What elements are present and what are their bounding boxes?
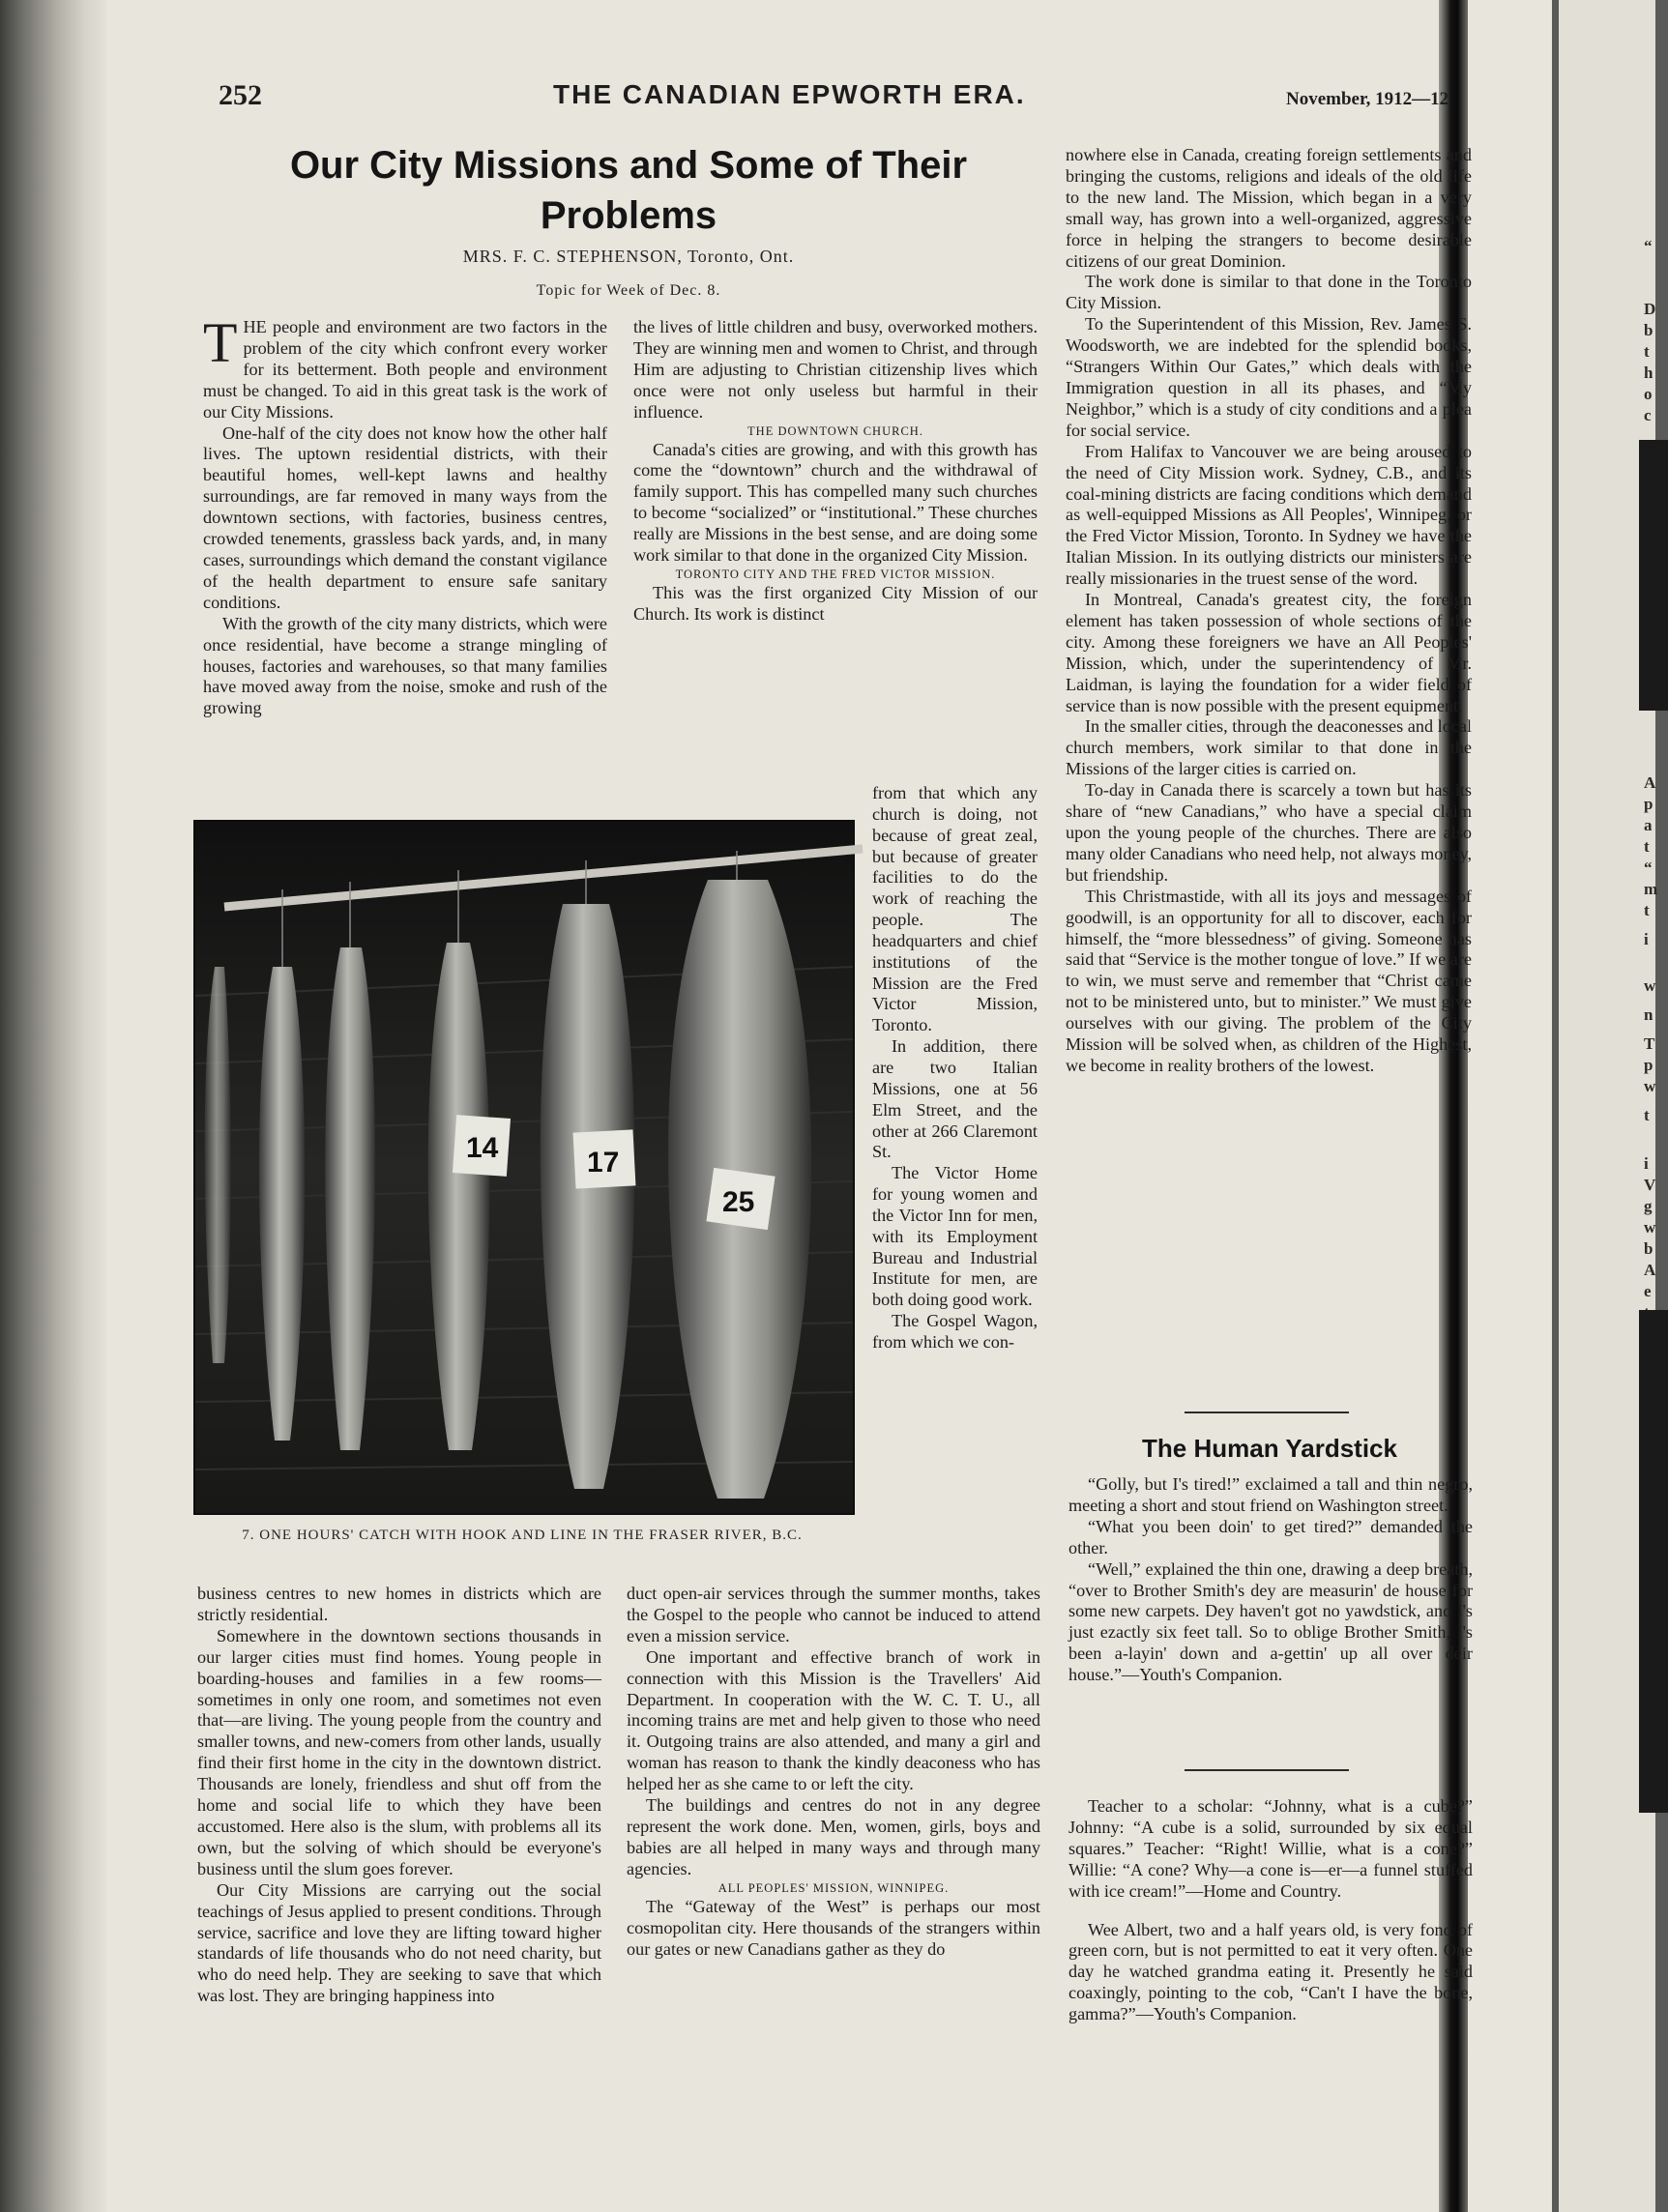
adjacent-page-photo bbox=[1639, 440, 1668, 711]
paragraph: This Christmastide, with all its joys and messages of goodwill, is an opportunity for all to discover, each for himself, the “more blessedness” of giving. Someone has said that “Service is the mother tongue of love.” If we are to win, we must serve and remember that “Christ came not to be ministered unto, but to minister.” We must give ourselves with our giving. The problem of the City Mission will be solved when, as children of the Highest, we become in reality brothers of the lowest. bbox=[1066, 886, 1472, 1075]
adjacent-page-fragment: m bbox=[1644, 880, 1658, 898]
jokes-column bbox=[1068, 1796, 1473, 2025]
adjacent-page-fragment: p bbox=[1644, 1056, 1653, 1074]
adjacent-page-fragment: “ bbox=[1644, 237, 1653, 255]
article-column-2-bottom bbox=[627, 1584, 1040, 1960]
paragraph: nowhere else in Canada, creating foreign settlements and bringing the customs, religions and ideals of the old life to the new land. The Mission, which began in a very small way, has grown into a well-organized, aggressive force in helping the strangers to become desirable citizens of our great Dominion. bbox=[1066, 145, 1472, 271]
article-author: MRS. F. C. STEPHENSON, Toronto, Ont. bbox=[462, 247, 795, 266]
paragraph: Somewhere in the downtown sections thousands in our larger cities must find homes. Young people in boarding-houses and families in a few rooms—sometimes in only one room, and sometimes not even that—are living. The young people from the country and smaller towns, and new-comers from other lands, usually find their first home in the city in the downtown district. Thousands are lonely, friendless and shut off from the home and social life to which they have been accustomed. Here also is the slum, with problems all its own, but the solving of which should be everyone's business until the slum goes forever. bbox=[197, 1625, 601, 1878]
paragraph: business centres to new homes in districts which are strictly residential. bbox=[197, 1584, 601, 1624]
article-column-2-wrap bbox=[872, 783, 1038, 1353]
paragraph: Teacher to a scholar: “Johnny, what is a cube?” Johnny: “A cube is a solid, surrounded by six equal squares.” Teacher: “Right! Willie, what is a cone?” Willie: “A cone? Why—a cone is—er—a funnel stuffed with ice cream!”—Home and Country. bbox=[1068, 1796, 1473, 1901]
section-divider bbox=[1185, 1412, 1349, 1413]
adjacent-page-fragment: h bbox=[1644, 364, 1653, 382]
paragraph: The work done is similar to that done in the Toronto City Mission. bbox=[1066, 272, 1472, 313]
article-column-1-bottom bbox=[197, 1584, 601, 2007]
paragraph: The Victor Home for young women and the Victor Inn for men, with its Employment Bureau and Industrial Institute for men, are both doing good work. bbox=[872, 1163, 1038, 1310]
article-column-1-top bbox=[203, 311, 607, 785]
paragraph: One-half of the city does not know how the other half lives. The uptown residential districts, with their beautiful homes, well-kept lawns and healthy surroundings, are far removed in many ways from the downtown sections, with factories, business centres, crowded tenements, grassless back yards, and, in many cases, surroundings which demand the constant vigilance of the health department to ensure safe sanitary conditions. bbox=[203, 422, 607, 612]
paragraph: Canada's cities are growing, and with this growth has come the “downtown” church and the withdrawal of family support. This has compelled many such churches to become “socialized” or “institutional.” These churches really are Missions in the best sense, and are doing some work similar to that done in the organized City Mission. bbox=[633, 439, 1038, 566]
adjacent-page-fragment: n bbox=[1644, 1005, 1653, 1024]
adjacent-page-fragment: b bbox=[1644, 321, 1653, 339]
paragraph: from that which any church is doing, not because of great zeal, but because of greater facilities to do the work of reaching the people. The headquarters and chief institutions of the Mission are the Fred Victor Mission, Toronto. bbox=[872, 783, 1038, 1035]
book-page-edges bbox=[0, 0, 106, 2212]
paragraph: The “Gateway of the West” is perhaps our most cosmopolitan city. Here thousands of the strangers within our gates or new Canadians gather as they do bbox=[627, 1896, 1040, 1959]
adjacent-page-fragment: V bbox=[1644, 1176, 1656, 1194]
fish-tag-25: 25 bbox=[722, 1186, 755, 1218]
subheading-downtown-church: THE DOWNTOWN CHURCH. bbox=[747, 423, 923, 438]
adjacent-page-fragment: t bbox=[1644, 837, 1650, 856]
adjacent-page-fragment: A bbox=[1644, 773, 1656, 792]
adjacent-page-fragment: a bbox=[1644, 816, 1653, 834]
adjacent-page-fragment: b bbox=[1644, 1239, 1653, 1258]
adjacent-page-fragment: w bbox=[1644, 1077, 1656, 1095]
article-topic: Topic for Week of Dec. 8. bbox=[536, 282, 721, 299]
paragraph: duct open-air services through the summer months, takes the Gospel to the people who cannot be induced to attend even a mission service. bbox=[627, 1584, 1040, 1645]
adjacent-page-fragment: p bbox=[1644, 795, 1653, 813]
adjacent-page-photo bbox=[1639, 1310, 1668, 1813]
subheading-all-peoples: ALL PEOPLES' MISSION, WINNIPEG. bbox=[717, 1880, 950, 1895]
paragraph: With the growth of the city many districts, which were once residential, have become a strange mingling of houses, factories and warehouses, so that many families have moved away from the noise, smoke and rush of the growing bbox=[203, 613, 607, 718]
article-column-2-top bbox=[633, 317, 1038, 626]
paragraph: The buildings and centres do not in any degree represent the work done. Men, women, girls, boys and babies are all helped in many ways and through many agencies. bbox=[627, 1795, 1040, 1878]
adjacent-page-fragment: w bbox=[1644, 976, 1656, 995]
article-column-3 bbox=[1066, 145, 1472, 1077]
adjacent-page-fragment: o bbox=[1644, 385, 1653, 403]
paragraph: One important and effective branch of work in connection with this Mission is the Travellers' Aid Department. In cooperation with the W. C. T. U., all incoming trains are met and help given to those who need it. Outgoing trains are also attended, and many a girl and woman has reason to thank the kindly deaconess who has helped her as she came to or left the city. bbox=[627, 1646, 1040, 1794]
section-divider bbox=[1185, 1769, 1349, 1771]
issue-date: November, 1912—12 bbox=[1286, 89, 1449, 109]
adjacent-page-fragment: A bbox=[1644, 1261, 1656, 1279]
fish-catch-photo bbox=[193, 820, 855, 1515]
adjacent-page-fragment: t bbox=[1644, 342, 1650, 361]
paragraph: To-day in Canada there is scarcely a town but has its share of “new Canadians,” who have a special claim upon the young people of the churches. There are also many older Canadians who need help, not always money, but friendship. bbox=[1066, 780, 1472, 885]
paragraph: The Gospel Wagon, from which we con- bbox=[872, 1311, 1038, 1352]
paragraph: In Montreal, Canada's greatest city, the foreign element has taken possession of whole sections of the city. Among these foreigners we have an All Peoples' Mission, which, under the superintendency of Mr. Laidman, is laying the foundation for a wider field of service than is now possible with the present equipment. bbox=[1066, 590, 1472, 715]
paragraph: “Golly, but I's tired!” exclaimed a tall and thin negro, meeting a short and stout friend on Washington street. bbox=[1068, 1474, 1473, 1515]
subheading-fred-victor: TORONTO CITY AND THE FRED VICTOR MISSION. bbox=[675, 567, 996, 581]
paragraph: HE people and environment are two factors in the problem of the city which confront every worker for its betterment. Both people and environment must be changed. To aid in this great task is the work of our City Missions. bbox=[203, 317, 607, 422]
fish-tag-17: 17 bbox=[587, 1147, 620, 1179]
paragraph: In the smaller cities, through the deaconesses and local church members, work similar to that done in the Missions of the larger cities is carried on. bbox=[1066, 716, 1472, 779]
adjacent-page-fragment: i bbox=[1644, 1154, 1649, 1173]
adjacent-page-fragment: “ bbox=[1644, 859, 1653, 877]
adjacent-page-fragment: g bbox=[1644, 1197, 1653, 1215]
article-title: Our City Missions and Some of Their Problems bbox=[289, 144, 968, 237]
adjacent-page-fragment: T bbox=[1644, 1034, 1655, 1053]
adjacent-page-fragment: t bbox=[1644, 1106, 1650, 1124]
adjacent-page-fragment: w bbox=[1644, 1218, 1656, 1237]
yardstick-title: The Human Yardstick bbox=[1142, 1434, 1397, 1463]
adjacent-page-fragment: e bbox=[1644, 1282, 1652, 1300]
drop-cap: T bbox=[203, 311, 238, 374]
photo-illustration bbox=[195, 822, 853, 1513]
paragraph: Wee Albert, two and a half years old, is very fond of green corn, but is not permitted to eat it very often. One day he watched grandma eating it. Presently he said coaxingly, pointing to the cob, “Can't I have the bone, gamma?”—Youth's Companion. bbox=[1068, 1919, 1473, 2024]
photo-caption: 7. ONE HOURS' CATCH WITH HOOK AND LINE IN THE FRASER RIVER, B.C. bbox=[242, 1528, 803, 1543]
adjacent-page bbox=[1559, 0, 1658, 2212]
paragraph: “Well,” explained the thin one, drawing a deep breath, “over to Brother Smith's dey are measurin' de house for some new carpets. Dey haven't got no yawdstick, and I's just ezactly six feet tall. So to oblige Brother Smith, I's been a-layin' down and a-gettin' up all over deir house.”—Youth's Companion. bbox=[1068, 1558, 1473, 1685]
page-number: 252 bbox=[219, 79, 262, 111]
adjacent-page-fragment: i bbox=[1644, 930, 1649, 948]
paragraph: In addition, there are two Italian Missions, one at 56 Elm Street, and the other at 266 Claremont St. bbox=[872, 1036, 1038, 1162]
paragraph: Our City Missions are carrying out the social teachings of Jesus applied to present conditions. Through service, sacrifice and love they are lifting toward higher standards of life thousands who do not need charity, but who do need help. They are seeking to save that which was lost. They are bringing happiness into bbox=[197, 1879, 601, 2006]
magazine-title: THE CANADIAN EPWORTH ERA. bbox=[553, 79, 1026, 109]
adjacent-page-fragment: D bbox=[1644, 300, 1656, 318]
paragraph: To the Superintendent of this Mission, Rev. James S. Woodsworth, we are indebted for the splendid books, “Strangers Within Our Gates,” which deals with the Immigration question in all its phases, and “My Neighbor,” which is a study of city conditions and a plea for social service. bbox=[1066, 314, 1472, 440]
adjacent-page-fragment: c bbox=[1644, 406, 1652, 424]
paragraph: This was the first organized City Mission of our Church. Its work is distinct bbox=[633, 582, 1038, 624]
paragraph: the lives of little children and busy, overworked mothers. They are winning men and women to Christ, and through Him are adjusting to Christian citizenship lives which once were not only useless but harmful in their influence. bbox=[633, 317, 1038, 422]
paragraph: “What you been doin' to get tired?” demanded the other. bbox=[1068, 1516, 1473, 1557]
yardstick-column bbox=[1068, 1474, 1473, 1686]
adjacent-page-fragment: t bbox=[1644, 901, 1650, 919]
paragraph: From Halifax to Vancouver we are being aroused to the need of City Mission work. Sydney, C.B., and its coal-mining districts are facing conditions which demand as well-equipped Missions as All Peoples', Winnipeg, or the Fred Victor Mission, Toronto. In Sydney we have the Italian Mission. In its outlying districts our ministers are really missionaries in the truest sense of the word. bbox=[1066, 441, 1472, 589]
fish-tag-14: 14 bbox=[466, 1132, 499, 1164]
